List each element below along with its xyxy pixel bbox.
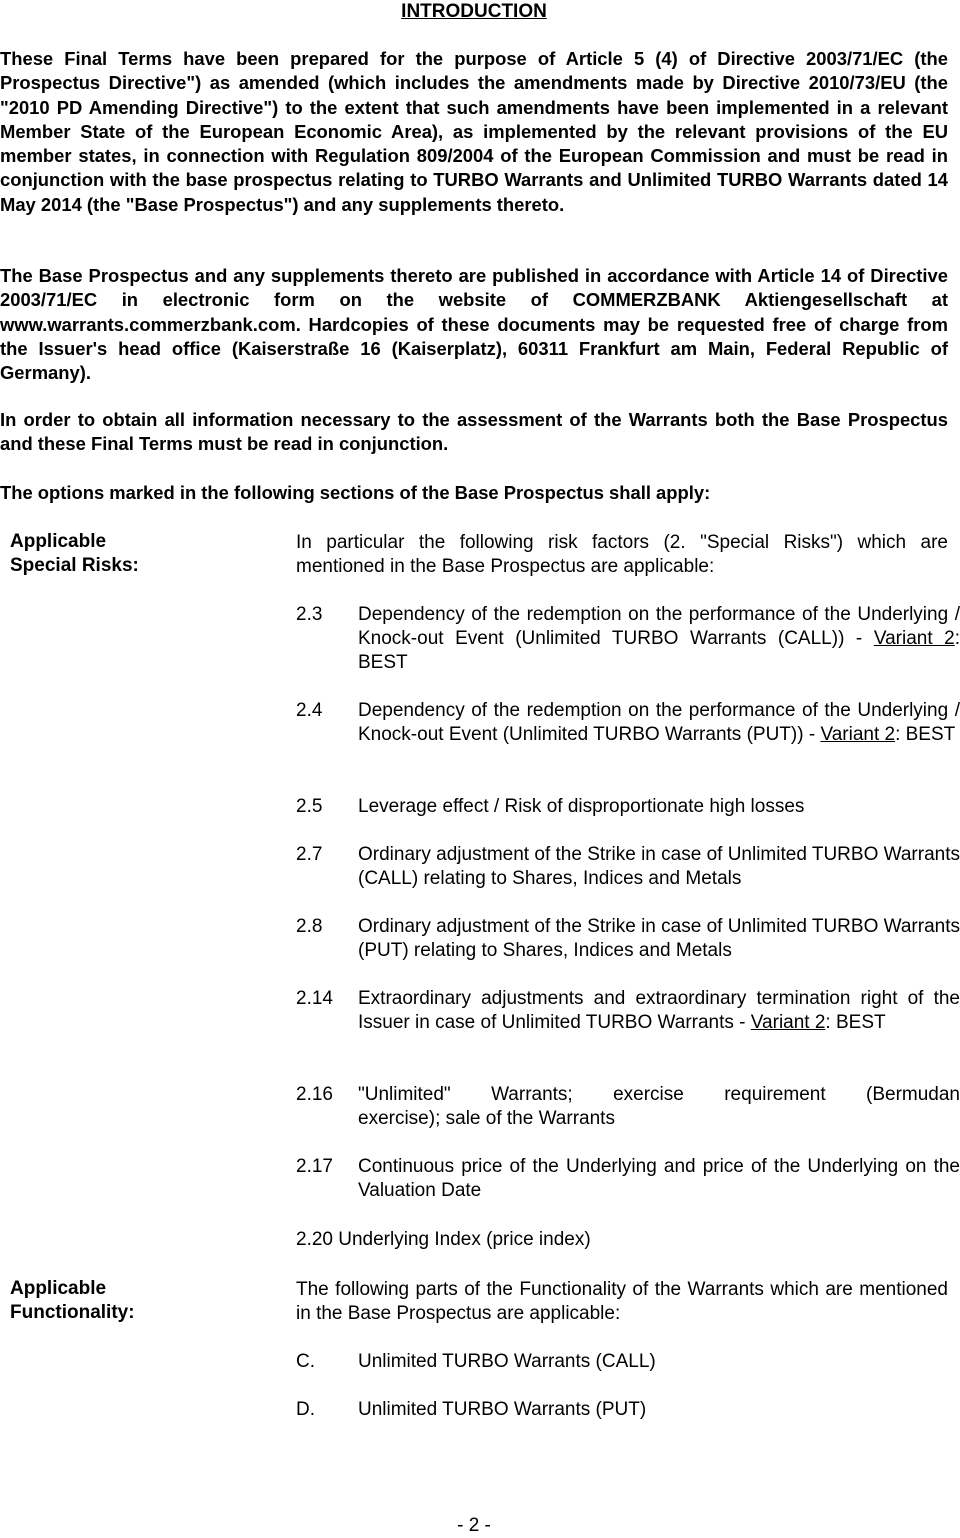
risk-text: Continuous price of the Underlying and price of the Underlying on the Valuation Date [358,1156,960,1201]
risk-number: 2.7 [296,844,323,865]
variant-link: Variant 2 [820,724,896,745]
risk-text: "Unlimited" Warrants; exercise requirement (Bermudan exercise); sale of the Warrants [358,1084,960,1129]
risk-number: 2.14 [296,988,333,1009]
functionality-label-line1: Applicable [10,1278,107,1299]
special-risks-intro: In particular the following risk factors (2. "Special Risks") which are mentioned in the Base Prospectus are applicable: [296,532,948,577]
risk-text: 2.20 Underlying Index (price index) [296,1229,591,1250]
functionality-label-line2: Functionality: [10,1302,135,1323]
functionality-letter: D. [296,1399,315,1420]
functionality-intro: The following parts of the Functionality of the Warrants which are mentioned in the Base Prospectus are applicable: [296,1279,948,1324]
risk-text: Dependency of the redemption on the performance of the Underlying / Knock-out Event (Unlimited TURBO Warrants (CALL)) - Variant 2: BEST [358,604,960,673]
risk-text: Dependency of the redemption on the performance of the Underlying / Knock-out Event (Unlimited TURBO Warrants (PUT)) - Variant 2: BEST [358,700,960,745]
page-title: INTRODUCTION [401,1,547,22]
risk-text: Ordinary adjustment of the Strike in case of Unlimited TURBO Warrants (PUT) relating to Shares, Indices and Metals [358,916,960,961]
risk-number: 2.8 [296,916,323,937]
special-risks-label-line1: Applicable [10,531,107,552]
functionality-label [10,1277,135,1325]
risk-number: 2.3 [296,604,323,625]
intro-paragraph-options: The options marked in the following sections of the Base Prospectus shall apply: [0,482,711,503]
functionality-letter: C. [296,1351,315,1372]
risk-text: Extraordinary adjustments and extraordinary termination right of the Issuer in case of Unlimited TURBO Warrants - Variant 2: BEST [358,988,960,1033]
risk-number: 2.16 [296,1084,333,1105]
risk-number: 2.4 [296,700,323,721]
risk-text: Leverage effect / Risk of disproportionate high losses [358,796,805,817]
intro-paragraph-conjunction: In order to obtain all information necessary to the assessment of the Warrants both the Base Prospectus and these Final Terms must be read in conjunction. [0,409,948,455]
intro-paragraph-publication: The Base Prospectus and any supplements thereto are published in accordance with Article 14 of Directive 2003/71/EC in electronic form on the website of COMMERZBANK Aktiengesellschaft at www.warrants.commerzbank.com. Hardcopies of these documents may be requested free of charge from the Issuer's head office (Kaiserstraße 16 (Kaiserplatz), 60311 Frankfurt am Main, Federal Republic of Germany). [0,265,948,384]
risk-number: 2.5 [296,796,323,817]
risk-number: 2.17 [296,1156,333,1177]
page-number: - 2 - [457,1515,491,1536]
variant-link: Variant 2 [750,1012,826,1033]
variant-link: Variant 2 [873,628,955,649]
special-risks-label [10,530,139,578]
risk-text: Ordinary adjustment of the Strike in case of Unlimited TURBO Warrants (CALL) relating to Shares, Indices and Metals [358,844,960,889]
functionality-text: Unlimited TURBO Warrants (PUT) [358,1399,647,1420]
intro-paragraph-purpose: These Final Terms have been prepared for the purpose of Article 5 (4) of Directive 2003/71/EC (the Prospectus Directive") as amended (which includes the amendments made by Directive 2010/73/EU (the "2010 PD Amending Directive") to the extent that such amendments have been implemented in a relevant Member State of the European Economic Area), as implemented by the relevant provisions of the EU member states, in connection with Regulation 809/2004 of the European Commission and must be read in conjunction with the base prospectus relating to TURBO Warrants and Unlimited TURBO Warrants dated 14 May 2014 (the "Base Prospectus") and any supplements thereto. [0,48,948,215]
special-risks-label-line2: Special Risks: [10,555,139,576]
functionality-text: Unlimited TURBO Warrants (CALL) [358,1351,656,1372]
